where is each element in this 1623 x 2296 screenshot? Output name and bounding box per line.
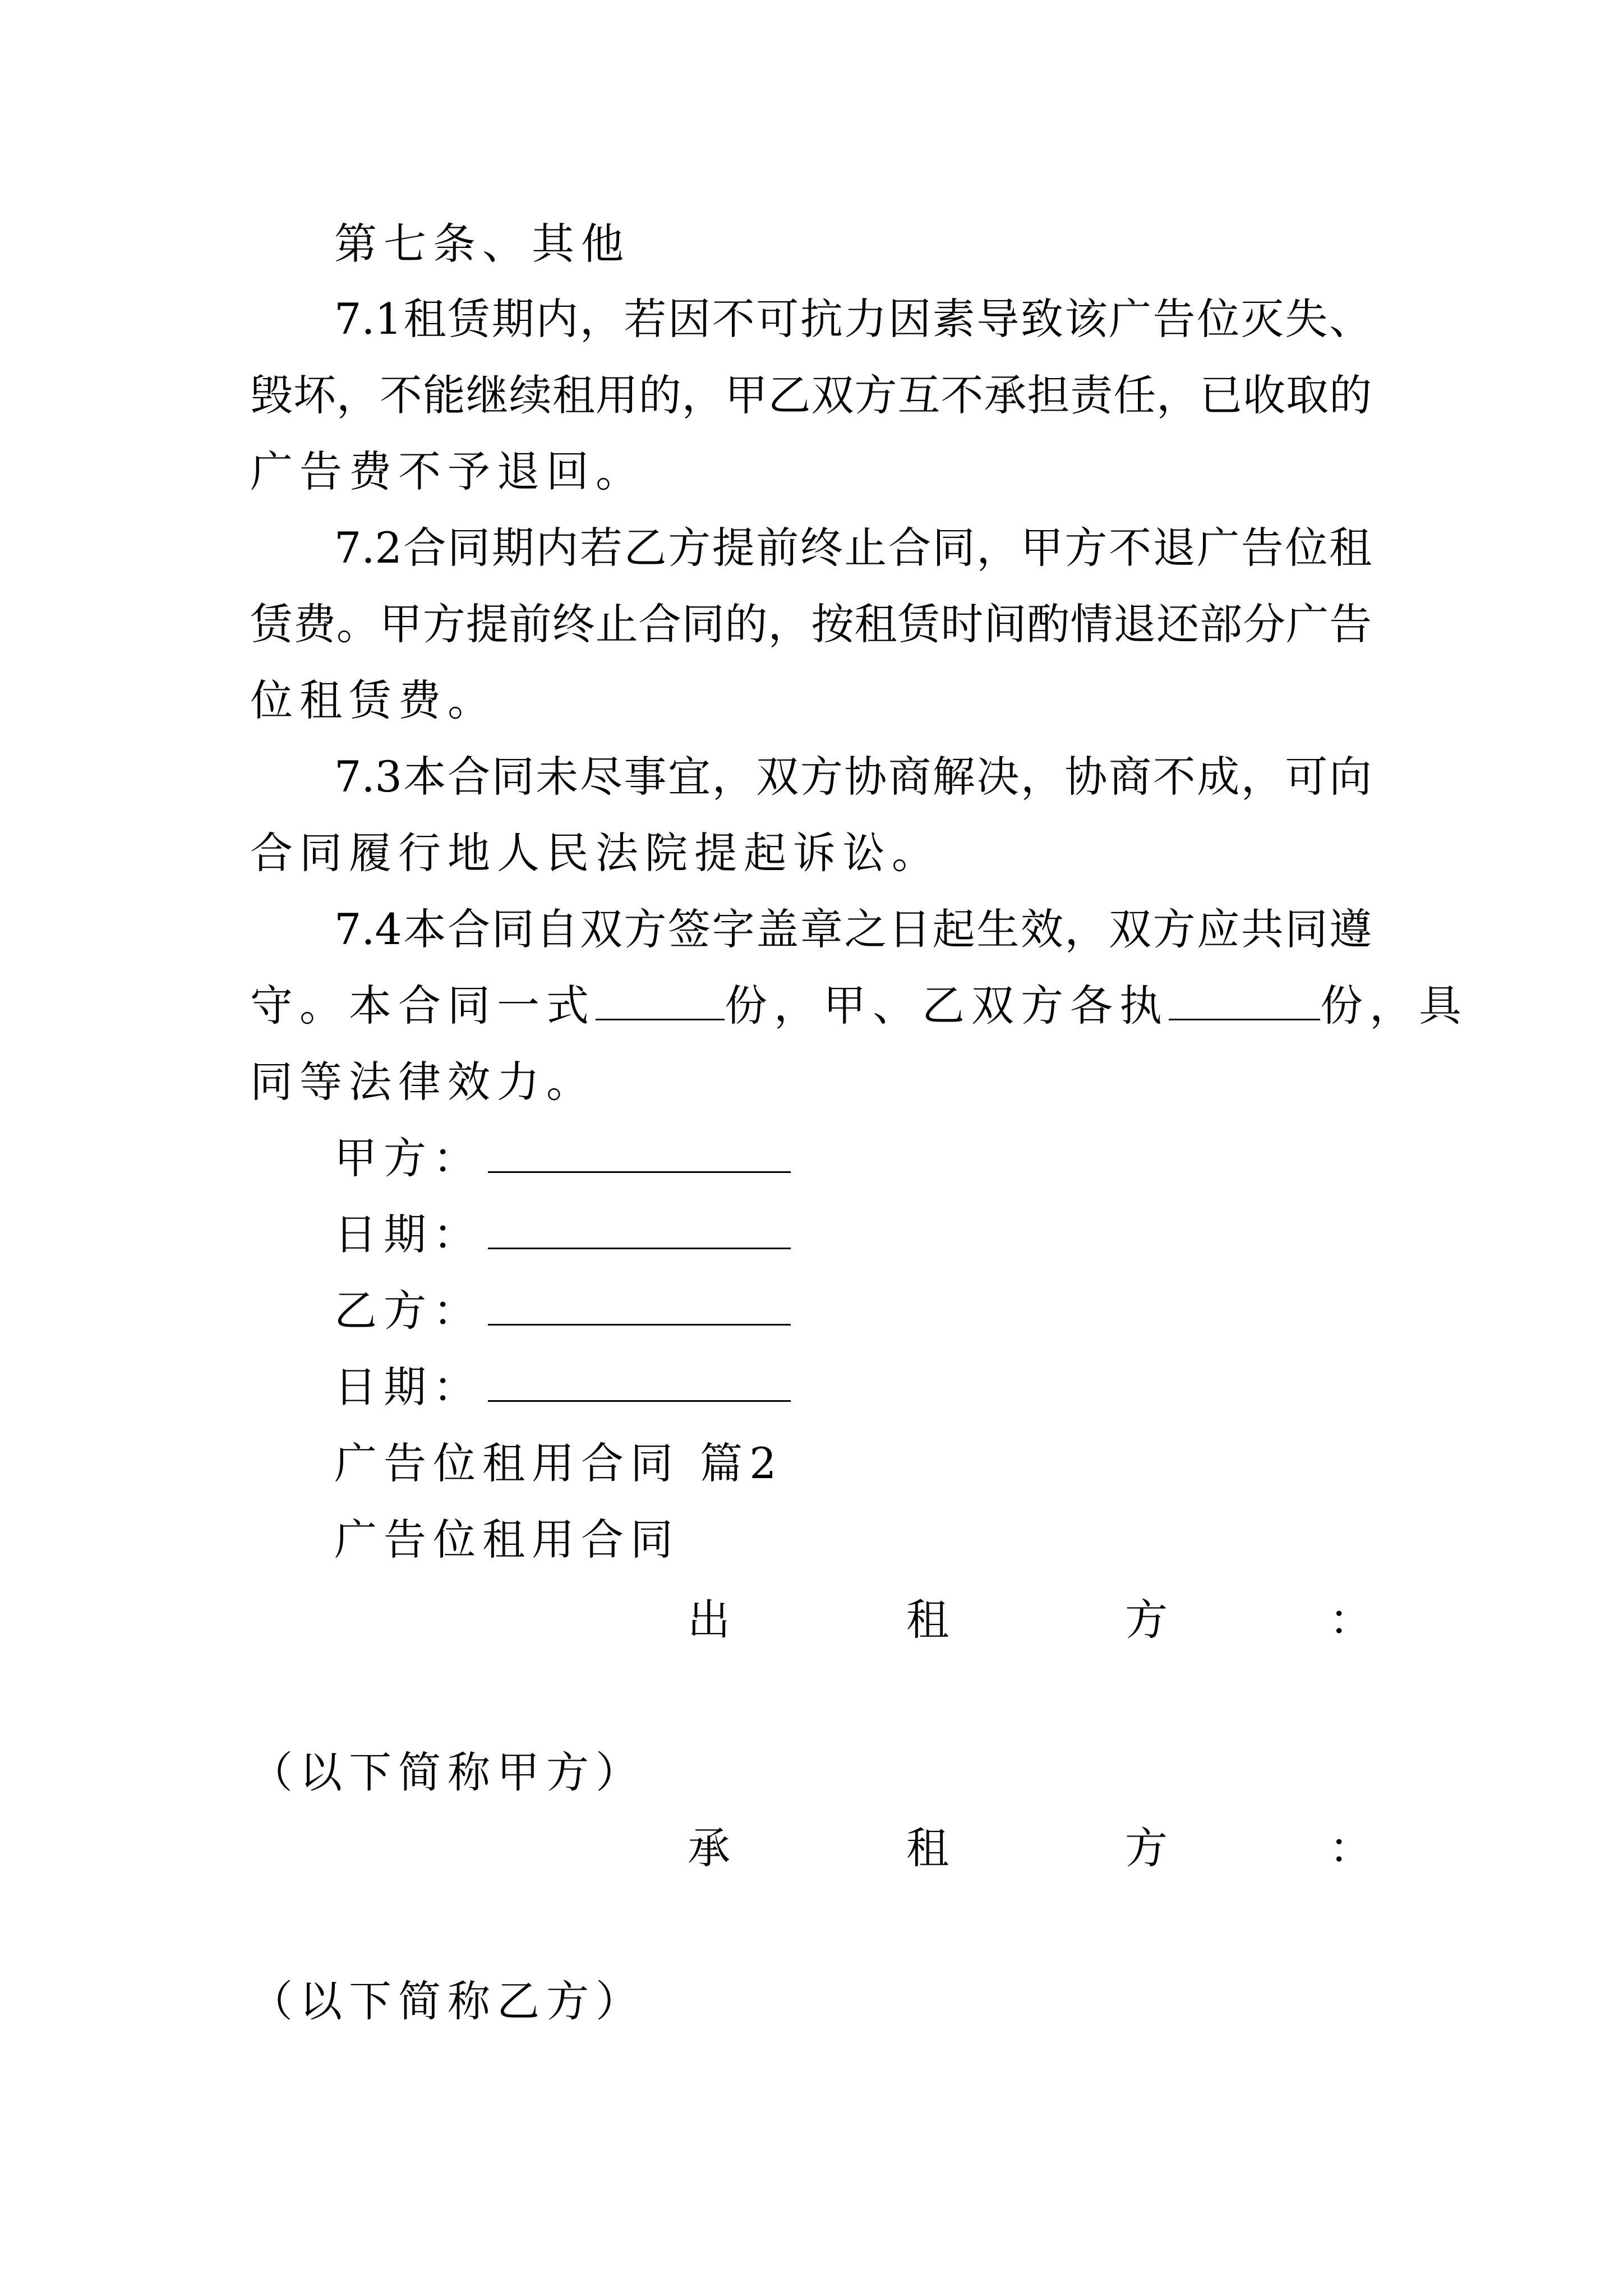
contract-2-subtitle: 广告位租用合同 — [334, 1515, 680, 1565]
party-b-signature-line — [488, 1287, 791, 1326]
date-a-line — [488, 1211, 791, 1249]
lessee-note: （以下简称乙方） — [250, 1976, 645, 2026]
party-a-label: 甲方： — [334, 1133, 482, 1183]
lessor-char-2: 租 — [906, 1595, 949, 1645]
p74-line3: 同等法律效力。 — [250, 1057, 596, 1107]
p74-line2-part-c: 份，具 — [1320, 981, 1468, 1030]
copies-total-blank — [596, 982, 725, 1020]
signature-party-a — [334, 1130, 791, 1186]
p74-line1: 7.4本合同自双方签字盖章之日起生效，双方应共同遵 — [334, 904, 1372, 954]
article-7-heading: 第七条、其他 — [334, 219, 630, 269]
lessee-char-3: 方 — [1125, 1823, 1168, 1873]
p73-line2: 合同履行地人民法院提起诉讼。 — [250, 828, 941, 878]
lessor-char-1: 出 — [688, 1595, 730, 1645]
lessee-char-1: 承 — [688, 1823, 730, 1873]
date-b-line — [488, 1363, 791, 1402]
lessee-char-2: 租 — [906, 1823, 949, 1873]
party-a-signature-line — [488, 1134, 791, 1173]
party-b-label: 乙方： — [334, 1286, 482, 1336]
signature-party-b — [334, 1283, 791, 1339]
p74-line2-part-a: 守。本合同一式 — [250, 981, 596, 1030]
p72-line3: 位租赁费。 — [250, 675, 497, 725]
signature-date-a — [334, 1207, 791, 1263]
lessor-char-3: 方 — [1125, 1595, 1168, 1645]
p74-line2-part-b: 份，甲、乙双方各执 — [725, 981, 1169, 1030]
lessor-note: （以下简称甲方） — [250, 1747, 645, 1797]
contract-2-title: 广告位租用合同 篇2 — [334, 1438, 783, 1488]
signature-date-b — [334, 1359, 791, 1415]
copies-each-blank — [1169, 982, 1320, 1020]
p72-line1: 7.2合同期内若乙方提前终止合同，甲方不退广告位租 — [334, 523, 1372, 573]
p71-line3: 广告费不予退回。 — [250, 447, 645, 496]
p72-line2: 赁费。甲方提前终止合同的，按租赁时间酌情退还部分广告 — [250, 599, 1372, 649]
p71-line2: 毁坏，不能继续租用的，甲乙双方互不承担责任，已收取的 — [250, 370, 1372, 420]
lessor-colon: ： — [1329, 1595, 1372, 1645]
date-a-label: 日期： — [334, 1209, 482, 1259]
p73-line1: 7.3本合同未尽事宜，双方协商解决，协商不成，可向 — [334, 752, 1372, 802]
p74-line2 — [250, 978, 1468, 1034]
date-b-label: 日期： — [334, 1362, 482, 1412]
p71-line1: 7.1租赁期内，若因不可抗力因素导致该广告位灭失、 — [334, 294, 1372, 344]
lessee-colon: ： — [1329, 1823, 1372, 1873]
